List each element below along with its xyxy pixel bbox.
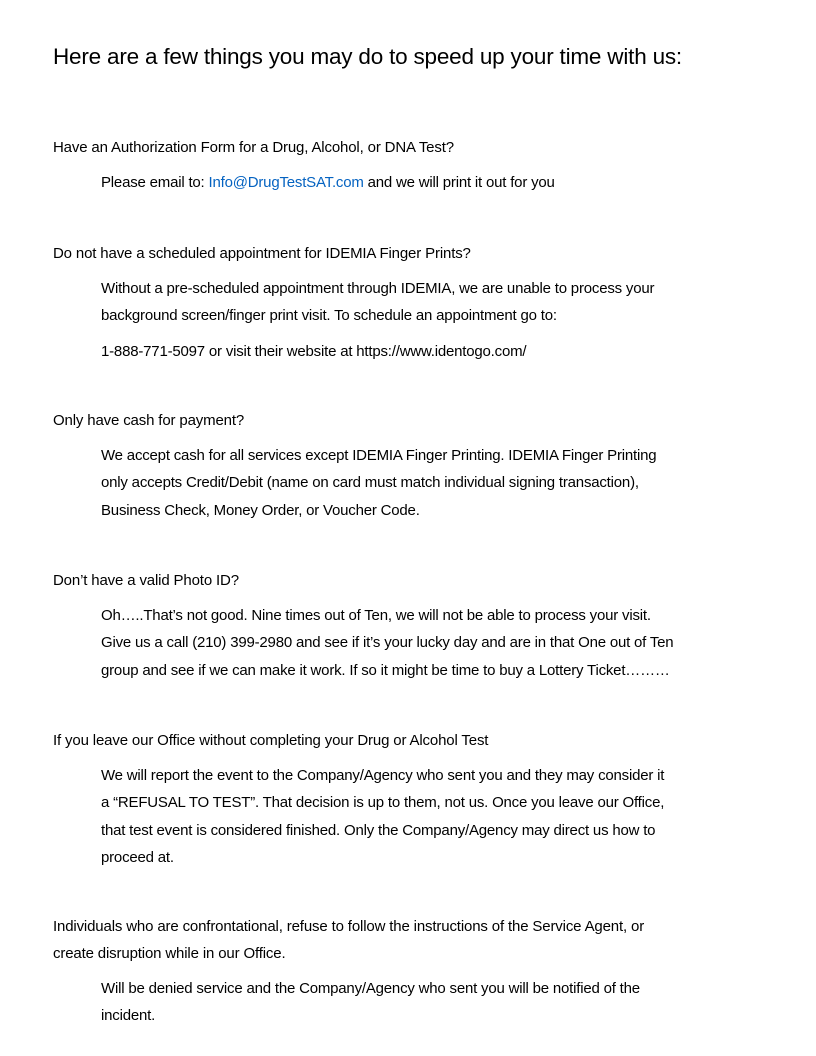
- section-answer-idemia-appointment: [101, 275, 781, 365]
- answer-line: [101, 169, 781, 196]
- answer-text: and we will print it out for you: [363, 174, 555, 191]
- answer-text: Please email to:: [101, 174, 209, 191]
- section-question-photo-id: Don’t have a valid Photo ID?: [53, 572, 239, 589]
- page-title: Here are a few things you may do to speed up your time with us:: [53, 44, 682, 69]
- email-link[interactable]: Info@DrugTestSAT.com: [208, 174, 364, 191]
- question-line: create disruption while in our Office.: [53, 945, 286, 962]
- section-question-confrontational: [53, 913, 644, 967]
- section-question-leave-office: If you leave our Office without completing your Drug or Alcohol Test: [53, 732, 489, 749]
- section-answer-authorization-form: [101, 169, 781, 196]
- answer-line: We accept cash for all services except IDEMIA Finger Printing. IDEMIA Finger Printing: [101, 447, 657, 464]
- answer-line: Without a pre-scheduled appointment through IDEMIA, we are unable to process your: [101, 280, 655, 297]
- answer-line: only accepts Credit/Debit (name on card must match individual signing transaction),: [101, 474, 639, 492]
- answer-line: incident.: [101, 1007, 156, 1025]
- answer-line: group and see if we can make it work. If so it might be time to buy a Lottery Ticket………: [101, 661, 670, 679]
- answer-line: Give us a call (210) 399-2980 and see if it’s your lucky day and are in that One out of Ten: [101, 634, 674, 652]
- answer-line: a “REFUSAL TO TEST”. That decision is up to them, not us. Once you leave our Office,: [101, 794, 665, 812]
- section-answer-leave-office: [101, 762, 781, 871]
- answer-line: that test event is considered finished. Only the Company/Agency may direct us how to: [101, 821, 656, 839]
- answer-line-contact: 1-888-771-5097 or visit their website at https://www.identogo.com/: [101, 342, 527, 360]
- answer-line: Business Check, Money Order, or Voucher Code.: [101, 501, 420, 519]
- section-answer-confrontational: [101, 975, 781, 1030]
- answer-line: Will be denied service and the Company/Agency who sent you will be notified of the: [101, 980, 640, 997]
- section-answer-photo-id: [101, 602, 781, 684]
- section-answer-cash-payment: [101, 442, 781, 524]
- question-line: Individuals who are confrontational, refuse to follow the instructions of the Service Agent, or: [53, 918, 645, 935]
- answer-line: background screen/finger print visit. To schedule an appointment go to:: [101, 307, 557, 325]
- answer-line: We will report the event to the Company/Agency who sent you and they may consider it: [101, 767, 665, 784]
- answer-line: Oh…..That’s not good. Nine times out of Ten, we will not be able to process your visit.: [101, 607, 651, 624]
- section-question-authorization-form: Have an Authorization Form for a Drug, Alcohol, or DNA Test?: [53, 139, 454, 156]
- section-question-cash-payment: Only have cash for payment?: [53, 412, 245, 429]
- answer-line: proceed at.: [101, 848, 174, 866]
- section-question-idemia-appointment: Do not have a scheduled appointment for IDEMIA Finger Prints?: [53, 245, 471, 262]
